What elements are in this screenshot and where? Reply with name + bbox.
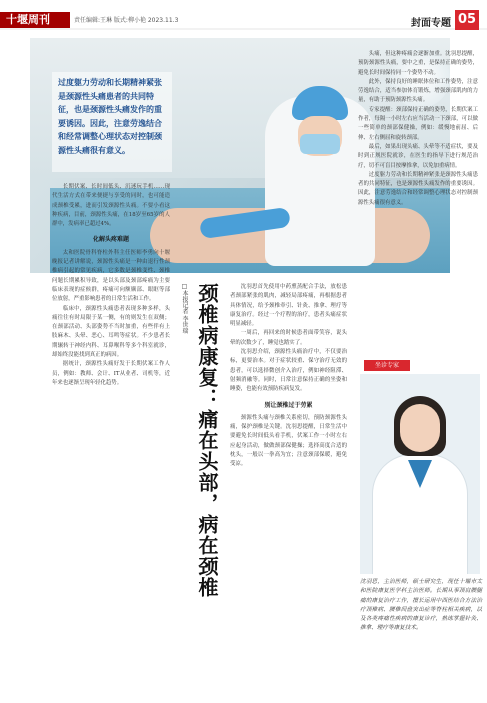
paragraph: 颈源性头痛与颈椎关系密切，预防颈源性头痛，保护颈椎是关键。沈羽思提醒，日常生活中要避免长时间低头看手机，伏案工作一小时左右应起身活动，做做颈部保健操；选择高度合适的枕头，一般以一拳高为宜；注意颈部保暖，避免受凉。 bbox=[230, 414, 347, 468]
page-number: 05 bbox=[455, 10, 479, 30]
paragraph: 临床中，颈源性头痛患者表现多种多样，头痛往往有时局限于某一侧，有的则发生在双侧；在颈部活动、头部姿势不当时加重，有些伴有上肢麻木、头晕、恶心、耳鸣等症状。不少患者长期辗转于神经内科、耳鼻喉科等多个科室就诊，却始终没能找到真正的病因。 bbox=[52, 305, 170, 359]
page-header bbox=[0, 0, 487, 30]
paragraph: 专家提醒：颈部保持正确的姿势，长期伏案工作者，每隔一小时左右应当活动一下颈部，可以做一些简单的颈部保健操，例如：缓慢地前屈、后伸、左右侧屈和旋转颈部。 bbox=[358, 106, 478, 141]
article-column-4 bbox=[358, 50, 478, 355]
expert-tag: 坐诊专家 bbox=[364, 360, 410, 371]
expert-face bbox=[400, 404, 440, 452]
article-title-block bbox=[178, 283, 226, 693]
paragraph: 过度躯力劳动和长期精神紧张是颈源性头痛患者的共同特征，也是颈源性头痛发作的重要诱因。因此，注意劳逸结合和经常调整心理状态对控制颈源性头痛很有意义。 bbox=[358, 171, 478, 206]
expert-bio: 沈羽思，主治医师，硕士研究生，现任十堰市太和医院康复医学科主治医师。长期从事颈肩腰腿痛的康复治疗工作，擅长运用中西医结合方法治疗颈椎病、腰椎间盘突出症等脊柱相关疾病，以及各类疼痛性疾病的康复诊疗，熟练掌握针灸、推拿、理疗等康复技术。 bbox=[360, 579, 482, 632]
paragraph: 沈羽思首先使用中药熏蒸配合手法，放松患者颈部紧张的肌肉，减轻局部疼痛，再根据患者具体情况，给予颈椎牵引、针灸、推拿、理疗等康复治疗。经过一个疗程的治疗，患者头痛症状明显减轻。 bbox=[230, 284, 347, 328]
subheading: 别让颈椎过于劳累 bbox=[264, 401, 313, 409]
subheading: 化解头疼难题 bbox=[92, 236, 129, 244]
paragraph: 太和医院骨科脊柱外科主任医师李勇向十堰晚报记者讲解说，颈源性头痛是一种由退行性颈椎病引起的常见疾病，它多数是颈椎变性、颈椎问题长期累积导致，是以头部及颈部疼痛为主要临床表现的症候群，疼痛可向额颞部、眼眶等部位放射，严重影响患者的日常生活和工作。 bbox=[52, 249, 170, 303]
newspaper-logo: 十堰周刊 bbox=[0, 12, 70, 28]
paragraph: 据统计，颈源性头痛好发于长期伏案工作人员，例如：教师、会计、IT从业者、司机等，近年来也逐渐呈现年轻化趋势。 bbox=[52, 361, 170, 386]
expert-photo bbox=[360, 374, 480, 574]
paragraph: 此外，保持良好的睡眠体位和工作姿势，注意劳逸结合，适当参加体育锻炼，增强颈部肌肉的力量，有助于预防颈源性头痛。 bbox=[358, 78, 478, 104]
paragraph: 最后，如果出现头痛、头晕等不适症状，要及时到正规医院就诊，在医生的指导下进行规范治疗，切不可盲目按摩推拿，以免加重病情。 bbox=[358, 143, 478, 169]
paragraph: 沈羽思介绍，颈源性头痛治疗中，不仅要治标，更要治本。对于症状较重、保守治疗无效的患者，可以选择微创介入治疗，例如神经阻滞、射频消融等。同时，日常注意保持正确的坐姿和睡姿，也能有效预防疾病复发。 bbox=[230, 349, 347, 393]
lead-text: 过度躯力劳动和长期精神紧张是颈源性头痛患者的共同特征，也是颈源性头痛发作的重要诱因。因此，注意劳逸结合和经常调整心理状态对控制颈源性头痛很有意义。 bbox=[58, 78, 162, 155]
article-author: □本报记者 李世瑞 bbox=[181, 283, 188, 334]
paragraph: 长期伏案、长时间低头、沉迷玩手机……现代生活方式在带来便捷与享受的同时，也可能造成颈椎受累，进而引发颈源性头痛。不要小看这种疾病，目前，颈源性头痛，在18岁至65岁的人群中，发病率已超过4%。 bbox=[52, 184, 170, 228]
photo-doctor-mask bbox=[300, 134, 340, 154]
article-column-1 bbox=[52, 183, 170, 693]
article-title: 颈椎病康复：痛在头部，病在颈椎 bbox=[195, 283, 219, 598]
paragraph: 头痛，但这种疼痛会逐渐加重。沈羽思提醒，预防颈源性头痛，要中之重，是保持正确的姿势，避免长时间保持同一个姿势不动。 bbox=[358, 51, 478, 76]
article-column-3 bbox=[230, 283, 347, 693]
section-title: 封面专题 bbox=[411, 18, 451, 29]
editor-meta: 责任编辑:王琳 版式:柳小艳 2023.11.3 bbox=[74, 17, 179, 24]
paragraph: 一周后，再回来的时候患者面带笑容，说头晕的次数少了，睡觉也踏实了。 bbox=[230, 330, 347, 346]
